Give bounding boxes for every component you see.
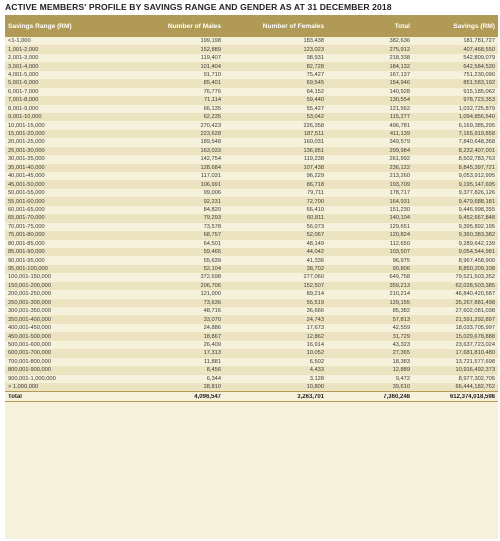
cell-number-of-males: 189,548: [200, 139, 221, 146]
cell-number-of-females: 6,502: [309, 358, 324, 365]
cell-total: 213,260: [389, 173, 410, 180]
cell-number-of-males: 24,886: [203, 325, 221, 332]
table-row: [5, 138, 498, 146]
cell-savings: 17,681,810,480: [455, 350, 495, 357]
cell-number-of-males: 99,006: [203, 190, 221, 197]
cell-number-of-males: 28,810: [203, 384, 221, 391]
cell-savings: 915,185,062: [463, 88, 495, 95]
cell-savings: 8,232,407,001: [458, 147, 495, 154]
cell-number-of-males: 6,344: [206, 375, 221, 382]
cell-savings: 851,583,192: [463, 80, 495, 87]
cell-savings-range: 250,001-300,000: [8, 299, 52, 306]
cell-savings: 8,967,458,900: [458, 257, 495, 264]
savings-range-table: [5, 15, 498, 539]
cell-number-of-males: 73,578: [203, 223, 221, 230]
cell-number-of-females: 55,519: [306, 299, 324, 306]
cell-savings: 642,584,530: [463, 63, 495, 70]
cell-total: 90,806: [392, 266, 410, 273]
table-row: [5, 349, 498, 357]
cell-number-of-females: 16,914: [306, 341, 324, 348]
table-row: [5, 324, 498, 332]
total-males: 4,096,547: [194, 393, 221, 400]
table-row: [5, 265, 498, 273]
cell-total: 178,717: [389, 190, 410, 197]
table-row: [5, 79, 498, 87]
cell-savings-range: 300,001-350,000: [8, 308, 52, 315]
table-header-row: [5, 15, 498, 37]
cell-number-of-females: 52,067: [306, 232, 324, 239]
cell-number-of-females: 17,673: [306, 325, 324, 332]
cell-savings-range: 1,001-2,000: [8, 46, 39, 53]
cell-savings-range: 50,001-55,000: [8, 190, 45, 197]
cell-number-of-females: 12,862: [306, 333, 324, 340]
table-row: [5, 130, 498, 138]
cell-number-of-males: 18,867: [203, 333, 221, 340]
cell-savings-range: 85,001-90,000: [8, 249, 45, 256]
cell-savings: 18,033,705,997: [455, 325, 495, 332]
cell-savings-range: 500,001-600,000: [8, 341, 52, 348]
total-savings: 612,374,018,598: [449, 393, 495, 400]
cell-total: 496,781: [389, 122, 410, 129]
table-row: [5, 231, 498, 239]
table-row: [5, 299, 498, 307]
table-row: [5, 290, 498, 298]
table-row: [5, 189, 498, 197]
cell-number-of-females: 59,440: [306, 97, 324, 104]
table-row: [5, 341, 498, 349]
cell-savings-range: 25,001-30,000: [8, 147, 45, 154]
cell-savings-range: 55,001-60,000: [8, 198, 45, 205]
cell-savings-range: 10,001-15,000: [8, 122, 45, 129]
cell-savings: 21,591,292,897: [455, 316, 495, 323]
cell-number-of-males: 73,636: [203, 299, 221, 306]
cell-number-of-females: 123,023: [303, 46, 324, 53]
cell-number-of-females: 60,811: [307, 215, 324, 222]
cell-savings: 9,479,688,181: [458, 198, 495, 205]
cell-total: 130,554: [389, 97, 410, 104]
cell-number-of-males: 55,639: [203, 257, 221, 264]
cell-number-of-males: 223,628: [200, 131, 221, 138]
cell-savings: 8,850,209,108: [458, 266, 495, 273]
header-savings-range: Savings Range (RM): [8, 22, 72, 30]
cell-savings: 542,809,079: [463, 55, 495, 62]
cell-total: 42,559: [392, 325, 410, 332]
cell-total: 349,579: [389, 139, 410, 146]
cell-savings-range: 2,001-3,000: [8, 55, 39, 62]
cell-savings-range: 900,001-1,000,000: [8, 375, 56, 382]
cell-number-of-females: 277,060: [303, 274, 324, 281]
cell-savings: 7,165,919,858: [458, 131, 495, 138]
cell-total: 164,931: [389, 198, 410, 205]
cell-total: 9,472: [395, 375, 410, 382]
cell-total: 12,889: [392, 367, 410, 374]
table-row: [5, 88, 498, 96]
cell-total: 18,383: [392, 358, 410, 365]
cell-total: 382,636: [389, 38, 410, 45]
cell-savings: 9,054,544,981: [458, 249, 495, 256]
cell-total: 411,139: [389, 131, 410, 138]
table-row: [5, 164, 498, 172]
cell-number-of-males: 270,423: [200, 122, 221, 129]
table-row: [5, 256, 498, 264]
cell-number-of-females: 44,042: [306, 249, 324, 256]
table-row: [5, 197, 498, 205]
cell-savings: 66,444,182,762: [455, 384, 495, 391]
cell-number-of-females: 160,031: [303, 139, 324, 146]
cell-savings-range: 7,001-8,000: [8, 97, 39, 104]
cell-savings: 9,452,667,848: [458, 215, 495, 222]
cell-number-of-males: 117,031: [200, 173, 221, 180]
cell-total: 57,813: [392, 316, 410, 323]
cell-number-of-males: 84,820: [203, 206, 221, 213]
cell-number-of-males: 119,407: [200, 55, 221, 62]
cell-total: 27,365: [392, 350, 410, 357]
cell-number-of-females: 72,700: [306, 198, 324, 205]
cell-total: 167,137: [389, 71, 410, 78]
table-row: [5, 121, 498, 129]
cell-savings-range: 350,001-400,000: [8, 316, 52, 323]
table-row: [5, 248, 498, 256]
cell-savings-range: 8,001-9,000: [8, 105, 39, 112]
cell-savings-range: 400,001-450,000: [8, 325, 52, 332]
table-row: [5, 315, 498, 323]
cell-savings-range: <1-1,000: [8, 38, 31, 45]
cell-total: 140,928: [389, 88, 410, 95]
cell-number-of-females: 75,427: [306, 71, 324, 78]
cell-savings: 8,977,302,705: [458, 375, 495, 382]
cell-number-of-males: 52,104: [203, 266, 221, 273]
cell-number-of-females: 3,128: [309, 375, 324, 382]
cell-total: 210,214: [389, 291, 410, 298]
cell-number-of-males: 68,757: [203, 232, 221, 239]
cell-savings: 27,602,081,038: [455, 308, 495, 315]
cell-number-of-males: 59,465: [203, 249, 221, 256]
cell-savings-range: 80,001-85,000: [8, 240, 45, 247]
cell-number-of-females: 41,336: [306, 257, 324, 264]
cell-number-of-females: 69,545: [306, 80, 324, 87]
cell-total: 236,122: [389, 164, 410, 171]
cell-savings-range: 70,001-75,000: [8, 223, 45, 230]
cell-total: 359,213: [389, 282, 410, 289]
cell-savings: 1,094,856,540: [458, 114, 495, 121]
cell-total: 184,132: [389, 63, 410, 70]
cell-number-of-males: 142,754: [200, 156, 221, 163]
cell-number-of-males: 101,404: [200, 63, 221, 70]
cell-total: 261,992: [389, 156, 410, 163]
table-row: [5, 172, 498, 180]
table-row: [5, 54, 498, 62]
table-row: [5, 273, 498, 281]
cell-number-of-females: 10,052: [306, 350, 324, 357]
cell-savings-range: 20,001-25,000: [8, 139, 45, 146]
cell-savings: 10,916,492,373: [455, 367, 495, 374]
cell-number-of-females: 79,711: [307, 190, 324, 197]
cell-number-of-females: 107,438: [303, 164, 324, 171]
cell-number-of-females: 96,229: [306, 173, 324, 180]
cell-savings-range: 600,001-700,000: [8, 350, 52, 357]
cell-savings: 407,468,550: [463, 46, 495, 53]
cell-savings-range: 30,001-35,000: [8, 156, 45, 163]
cell-number-of-females: 24,743: [306, 316, 324, 323]
cell-number-of-males: 76,776: [203, 88, 221, 95]
table-row: [5, 147, 498, 155]
cell-savings: 23,637,723,024: [455, 341, 495, 348]
header-total: Total: [394, 22, 410, 30]
table-row: [5, 62, 498, 70]
cell-savings: 1,032,725,879: [458, 105, 495, 112]
cell-savings: 9,195,147,695: [458, 181, 495, 188]
page-title: ACTIVE MEMBERS' PROFILE BY SAVINGS RANGE AND GENDER AS AT 31 DECEMBER 2018: [5, 2, 392, 12]
header-number-of-females: Number of Females: [262, 22, 324, 30]
cell-number-of-males: 26,409: [203, 341, 221, 348]
cell-savings: 46,840,420,587: [455, 291, 495, 298]
cell-savings-range: 35,001-40,000: [8, 164, 45, 171]
table-row: [5, 240, 498, 248]
cell-number-of-males: 8,456: [206, 367, 221, 374]
cell-savings-range: 200,001-250,000: [8, 291, 52, 298]
cell-savings: 8,845,397,721: [458, 164, 495, 171]
table-row: [5, 206, 498, 214]
table-row: [5, 214, 498, 222]
cell-savings-range: 60,001-65,000: [8, 206, 45, 213]
cell-total: 112,650: [389, 240, 410, 247]
total-label: Total: [8, 393, 22, 400]
cell-savings: 9,446,998,355: [458, 206, 495, 213]
cell-savings: 181,781,727: [463, 38, 495, 45]
cell-number-of-males: 152,889: [200, 46, 221, 53]
cell-savings: 9,395,892,195: [458, 223, 495, 230]
cell-number-of-females: 82,728: [306, 63, 324, 70]
cell-number-of-females: 136,951: [303, 147, 324, 154]
cell-total: 103,507: [389, 249, 410, 256]
cell-total: 120,824: [389, 232, 410, 239]
cell-total: 39,610: [392, 384, 410, 391]
cell-savings-range: 65,001-70,000: [8, 215, 45, 222]
cell-number-of-males: 85,401: [203, 80, 221, 87]
table-total-row: [5, 391, 498, 402]
cell-total: 299,984: [389, 147, 410, 154]
cell-savings: 751,230,090: [463, 71, 495, 78]
table-row: [5, 37, 498, 45]
cell-total: 275,912: [389, 46, 410, 53]
cell-number-of-males: 11,881: [204, 358, 221, 365]
cell-number-of-males: 66,135: [203, 105, 221, 112]
cell-number-of-males: 372,698: [200, 274, 221, 281]
cell-savings: 6,169,385,295: [458, 122, 495, 129]
cell-savings-range: 150,001-200,000: [8, 282, 52, 289]
cell-total: 96,975: [392, 257, 410, 264]
cell-total: 129,651: [389, 223, 410, 230]
table-row: [5, 45, 498, 53]
header-number-of-males: Number of Males: [167, 22, 221, 30]
table-body: [5, 37, 498, 391]
cell-savings-range: 75,001-80,000: [8, 232, 45, 239]
cell-number-of-females: 36,666: [306, 308, 324, 315]
cell-number-of-males: 106,991: [200, 181, 221, 188]
total-members: 7,360,248: [383, 393, 410, 400]
cell-number-of-males: 48,716: [203, 308, 221, 315]
cell-number-of-males: 199,198: [200, 38, 221, 45]
cell-savings-range: 4,001-5,000: [8, 71, 39, 78]
cell-number-of-males: 128,684: [200, 164, 221, 171]
cell-total: 649,758: [389, 274, 410, 281]
table-row: [5, 96, 498, 104]
cell-number-of-males: 206,706: [200, 282, 221, 289]
cell-savings: 15,029,678,888: [455, 333, 495, 340]
cell-savings-range: 800,001-900,000: [8, 367, 52, 374]
cell-savings-range: 40,001-45,000: [8, 173, 45, 180]
cell-total: 129,155: [389, 299, 410, 306]
cell-savings-range: 15,001-20,000: [8, 131, 45, 138]
header-savings: Savings (RM): [453, 22, 495, 30]
cell-number-of-females: 226,358: [303, 122, 324, 129]
cell-total: 85,382: [392, 308, 410, 315]
cell-number-of-males: 71,114: [204, 97, 221, 104]
cell-number-of-females: 66,410: [306, 206, 324, 213]
cell-number-of-females: 64,152: [306, 88, 324, 95]
table-row: [5, 180, 498, 188]
cell-number-of-males: 163,033: [200, 147, 221, 154]
cell-number-of-females: 10,800: [306, 384, 324, 391]
cell-number-of-females: 56,073: [306, 223, 324, 230]
cell-number-of-females: 38,702: [306, 266, 324, 273]
table-row: [5, 307, 498, 315]
cell-savings-range: 95,001-100,000: [8, 266, 48, 273]
cell-savings-range: 5,001-6,000: [8, 80, 39, 87]
cell-number-of-males: 17,313: [203, 350, 221, 357]
cell-number-of-females: 187,511: [303, 131, 324, 138]
cell-savings: 9,053,912,995: [458, 173, 495, 180]
cell-savings: 79,521,503,352: [455, 274, 495, 281]
table-row: [5, 113, 498, 121]
table-row: [5, 366, 498, 374]
cell-number-of-females: 183,438: [303, 38, 324, 45]
cell-number-of-males: 92,231: [203, 198, 221, 205]
table-row: [5, 155, 498, 163]
table-row: [5, 282, 498, 290]
cell-savings-range: 90,001-95,000: [8, 257, 45, 264]
cell-number-of-females: 86,718: [306, 181, 324, 188]
cell-number-of-females: 152,507: [303, 282, 324, 289]
cell-savings: 978,723,353: [463, 97, 495, 104]
cell-number-of-males: 79,293: [203, 215, 221, 222]
cell-number-of-females: 48,149: [306, 240, 324, 247]
table-row: [5, 358, 498, 366]
cell-savings-range: 3,001-4,000: [8, 63, 39, 70]
table-row: [5, 71, 498, 79]
cell-savings-range: 9,001-10,000: [8, 114, 42, 121]
cell-number-of-females: 98,931: [306, 55, 324, 62]
cell-savings: 9,377,826,126: [458, 190, 495, 197]
cell-savings: 62,028,503,385: [455, 282, 495, 289]
table-row: [5, 223, 498, 231]
table-row: [5, 332, 498, 340]
cell-savings-range: > 1,000,000: [8, 384, 39, 391]
cell-savings-range: 45,001-50,000: [8, 181, 45, 188]
cell-total: 151,230: [389, 206, 410, 213]
cell-savings-range: 100,001-150,000: [8, 274, 52, 281]
cell-number-of-males: 62,235: [203, 114, 221, 121]
table-row: [5, 375, 498, 383]
cell-number-of-males: 64,501: [203, 240, 221, 247]
cell-savings: 9,360,383,382: [458, 232, 495, 239]
cell-total: 43,323: [392, 341, 410, 348]
cell-total: 115,277: [389, 114, 410, 121]
cell-savings: 13,721,577,698: [455, 358, 495, 365]
cell-total: 121,562: [389, 105, 410, 112]
cell-number-of-females: 119,238: [303, 156, 324, 163]
cell-total: 31,729: [392, 333, 410, 340]
total-females: 3,263,701: [297, 393, 324, 400]
cell-number-of-females: 55,427: [306, 105, 324, 112]
cell-savings: 35,267,881,498: [455, 299, 495, 306]
table-row: [5, 383, 498, 391]
cell-savings-range: 450,001-500,000: [8, 333, 52, 340]
cell-savings: 7,840,648,368: [458, 139, 495, 146]
cell-total: 140,104: [389, 215, 410, 222]
cell-savings: 8,502,783,763: [458, 156, 495, 163]
cell-number-of-males: 33,070: [203, 316, 221, 323]
cell-savings: 9,289,642,139: [458, 240, 495, 247]
cell-number-of-males: 91,710: [203, 71, 221, 78]
cell-number-of-females: 89,214: [306, 291, 324, 298]
cell-total: 154,946: [389, 80, 410, 87]
cell-savings-range: 700,001-800,000: [8, 358, 52, 365]
cell-number-of-males: 121,000: [200, 291, 221, 298]
cell-savings-range: 6,001-7,000: [8, 88, 39, 95]
cell-total: 218,338: [389, 55, 410, 62]
cell-number-of-females: 53,042: [306, 114, 324, 121]
cell-number-of-females: 4,433: [309, 367, 324, 374]
table-row: [5, 105, 498, 113]
cell-total: 193,709: [389, 181, 410, 188]
